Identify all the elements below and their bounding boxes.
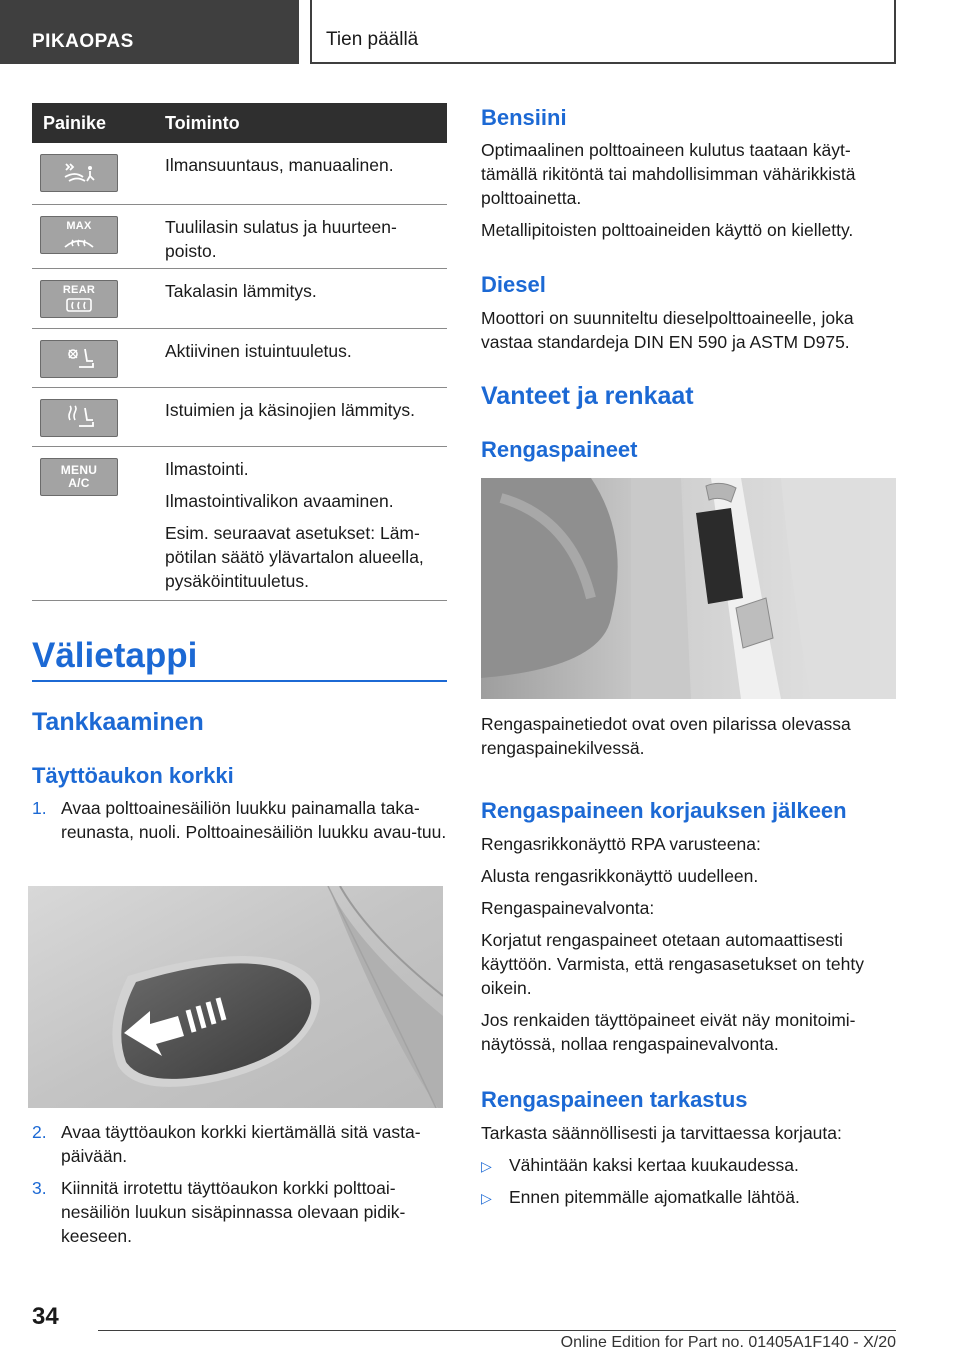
table-row [32, 388, 447, 447]
door-pillar-image [481, 478, 896, 699]
table-header [32, 103, 447, 143]
petrol-text [481, 138, 901, 242]
paragraph: Metallipitoisten polttoaineiden käyttö on kielletty. [481, 220, 854, 240]
bullet-marker-icon: ▷ [481, 1158, 492, 1174]
topic-heading-petrol: Bensiini [481, 105, 567, 130]
step-number: 2. [32, 1122, 47, 1142]
table-row [32, 447, 447, 601]
topic-heading: Täyttöaukon korkki [32, 763, 234, 788]
row-text: Ilmansuuntaus, manuaalinen. [165, 155, 394, 175]
bullet-text: Ennen pitemmälle ajomatkalle lähtöä. [509, 1187, 800, 1207]
section-tab: PIKAOPAS [0, 0, 299, 64]
step-number: 1. [32, 798, 47, 818]
step-text: Avaa täyttöaukon korkki kiertämällä sitä vasta-päivään. [61, 1122, 421, 1166]
list-item [481, 1185, 800, 1210]
section-heading: Välietappi [32, 636, 198, 675]
paragraph: Tarkasta säännöllisesti ja tarvittaessa korjauta: [481, 1123, 842, 1143]
step-text: Avaa polttoainesäiliön luukku painamalla taka-reunasta, nuoli. Polttoainesäiliön luukku avau-tuu. [61, 798, 447, 842]
paragraph: Korjatut rengaspaineet otetaan automaattisesti käyttöön. Varmista, että rengasasetukset on tehty oikein. [481, 930, 864, 998]
button-label: REAR [62, 283, 96, 296]
button-label: MENU A/C [60, 463, 98, 490]
row-text: Takalasin lämmitys. [165, 281, 317, 301]
paragraph: Alusta rengasrikkonäyttö uudelleen. [481, 866, 759, 886]
seat-ventilation-icon [40, 340, 118, 378]
paragraph: Rengaspainetiedot ovat oven pilarissa olevassa rengaspainekilvessä. [481, 714, 851, 758]
row-text: Ilmastointi. [165, 459, 249, 479]
windshield-defrost-icon [40, 216, 118, 254]
paragraph: Rengasrikkonäyttö RPA varusteena: [481, 834, 761, 854]
list-item [32, 796, 447, 844]
bullet-text: Vähintään kaksi kertaa kuukaudessa. [509, 1155, 799, 1175]
rear-window-heat-icon [40, 280, 118, 318]
table-row [32, 269, 447, 329]
bullet-marker-icon: ▷ [481, 1190, 492, 1206]
row-text: Ilmastointivalikon avaaminen. [165, 491, 394, 511]
check-intro [481, 1121, 901, 1145]
tyre-pressure-caption [481, 712, 901, 760]
step-text: Kiinnitä irrotettu täyttöaukon korkki polttoai-nesäiliön luukun sisäpinnassa olevaan pidik-keeseen. [61, 1178, 406, 1246]
topic-heading: Rengaspaineen tarkastus [481, 1087, 748, 1112]
column-header-button: Painike [43, 112, 107, 133]
table-row [32, 329, 447, 388]
row-text: Tuulilasin sulatus ja huurteen-poisto. [165, 217, 397, 261]
footer-rule [98, 1330, 896, 1331]
row-text: Esim. seuraavat asetukset: Läm-pötilan säätö ylävartalon alueella, pysäköintituuletus. [165, 523, 424, 591]
heading-rule [32, 680, 447, 682]
list-item [481, 1153, 799, 1178]
paragraph: Optimaalinen polttoaineen kulutus taataan käyt-tämällä rikitöntä tai mahdollisimman vähärikkistä polttoainetta. [481, 140, 856, 208]
page-number: 34 [32, 1303, 59, 1330]
table-row [32, 143, 447, 205]
paragraph: Moottori on suunniteltu dieselpolttoaineelle, joka vastaa standardeja DIN EN 590 ja ASTM D975. [481, 308, 854, 352]
chapter-title: Tien päällä [310, 0, 896, 64]
paragraph: Rengaspainevalvonta: [481, 898, 655, 918]
step-number: 3. [32, 1178, 47, 1198]
column-header-function: Toiminto [165, 112, 240, 133]
subsection-heading: Tankkaaminen [32, 708, 204, 736]
topic-heading: Rengaspaineet [481, 437, 638, 462]
topic-heading-diesel: Diesel [481, 272, 546, 297]
diesel-text [481, 306, 901, 354]
paragraph: Jos renkaiden täyttöpaineet eivät näy monitoimi-näytössä, nollaa rengaspainevalvonta. [481, 1010, 856, 1054]
row-text: Istuimien ja käsinojien lämmitys. [165, 400, 415, 420]
list-item [32, 1176, 447, 1248]
menu-ac-icon [40, 458, 118, 496]
edition-note: Online Edition for Part no. 01405A1F140 - X/20 [560, 1334, 896, 1351]
subsection-heading: Vanteet ja renkaat [481, 382, 694, 410]
seat-heating-icon [40, 399, 118, 437]
fuel-flap-image [28, 886, 443, 1108]
after-repair-text [481, 832, 901, 1056]
row-text: Aktiivinen istuintuuletus. [165, 341, 352, 361]
topic-heading: Rengaspaineen korjauksen jälkeen [481, 798, 847, 823]
button-table [32, 103, 447, 601]
button-label: MAX [66, 219, 92, 232]
airflow-manual-icon [40, 154, 118, 192]
list-item [32, 1120, 447, 1168]
table-row [32, 205, 447, 269]
